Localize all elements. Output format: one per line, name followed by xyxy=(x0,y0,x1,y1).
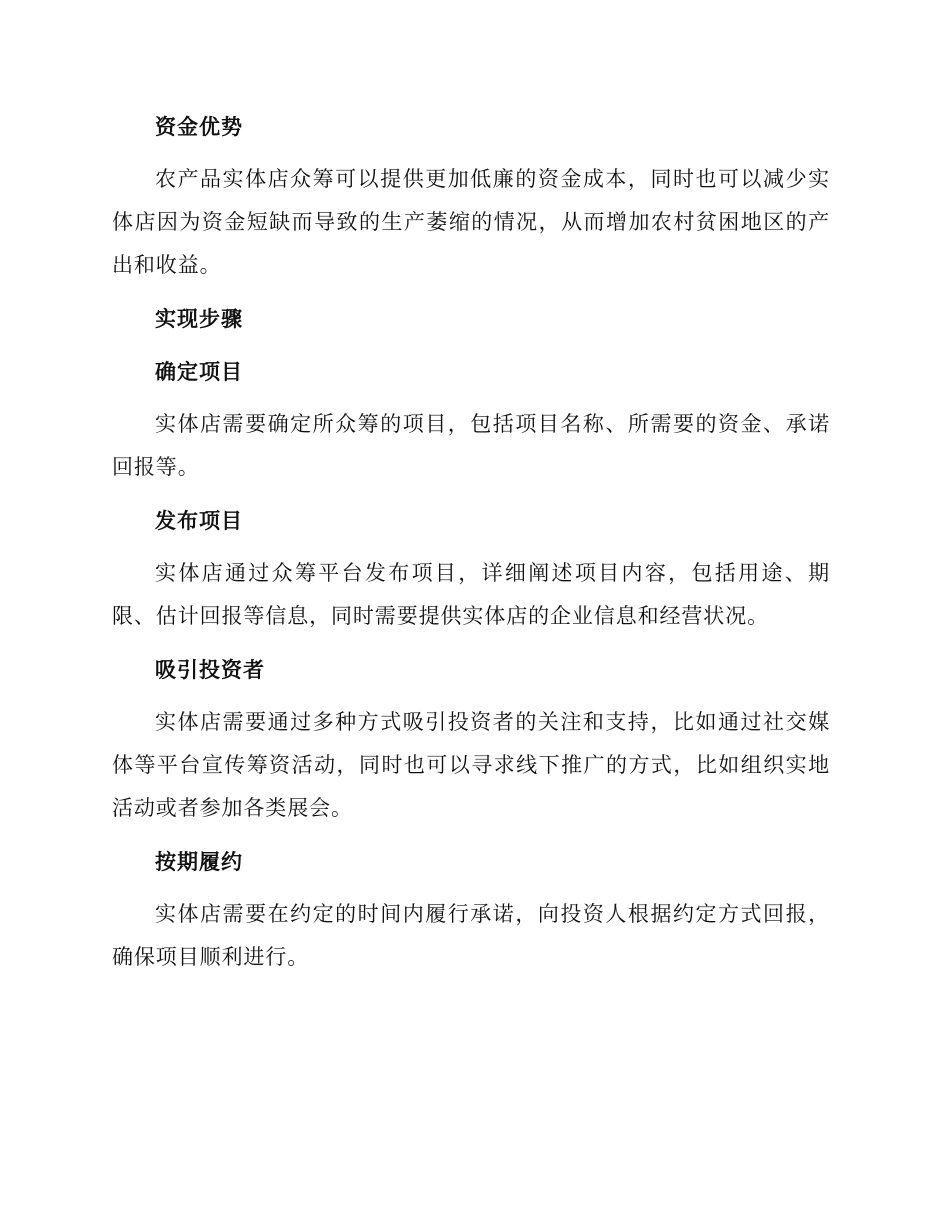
section-heading-fulfill-on-time: 按期履约 xyxy=(155,850,243,874)
section-heading-define-project: 确定项目 xyxy=(155,360,243,384)
document-body xyxy=(112,112,830,979)
section-paragraph-fulfill-on-time: 实体店需要在约定的时间内履行承诺，向投资人根据约定方式回报，确保项目顺利进行。 xyxy=(112,902,830,969)
section-heading-publish-project: 发布项目 xyxy=(155,509,243,533)
section-paragraph-define-project: 实体店需要确定所众筹的项目，包括项目名称、所需要的资金、承诺回报等。 xyxy=(112,412,830,479)
section-heading-funding-advantage: 资金优势 xyxy=(155,115,243,139)
section-heading-implementation-steps: 实现步骤 xyxy=(155,307,243,331)
section-paragraph-attract-investors: 实体店需要通过多种方式吸引投资者的关注和支持，比如通过社交媒体等平台宣传筹资活动，同时也可以寻求线下推广的方式，比如组织实地活动或者参加各类展会。 xyxy=(112,710,830,820)
section-heading-attract-investors: 吸引投资者 xyxy=(155,658,265,682)
section-paragraph-publish-project: 实体店通过众筹平台发布项目，详细阐述项目内容，包括用途、期限、估计回报等信息，同时需要提供实体店的企业信息和经营状况。 xyxy=(112,561,830,628)
section-paragraph-funding-advantage: 农产品实体店众筹可以提供更加低廉的资金成本，同时也可以减少实体店因为资金短缺而导致的生产萎缩的情况，从而增加农村贫困地区的产出和收益。 xyxy=(112,167,830,277)
